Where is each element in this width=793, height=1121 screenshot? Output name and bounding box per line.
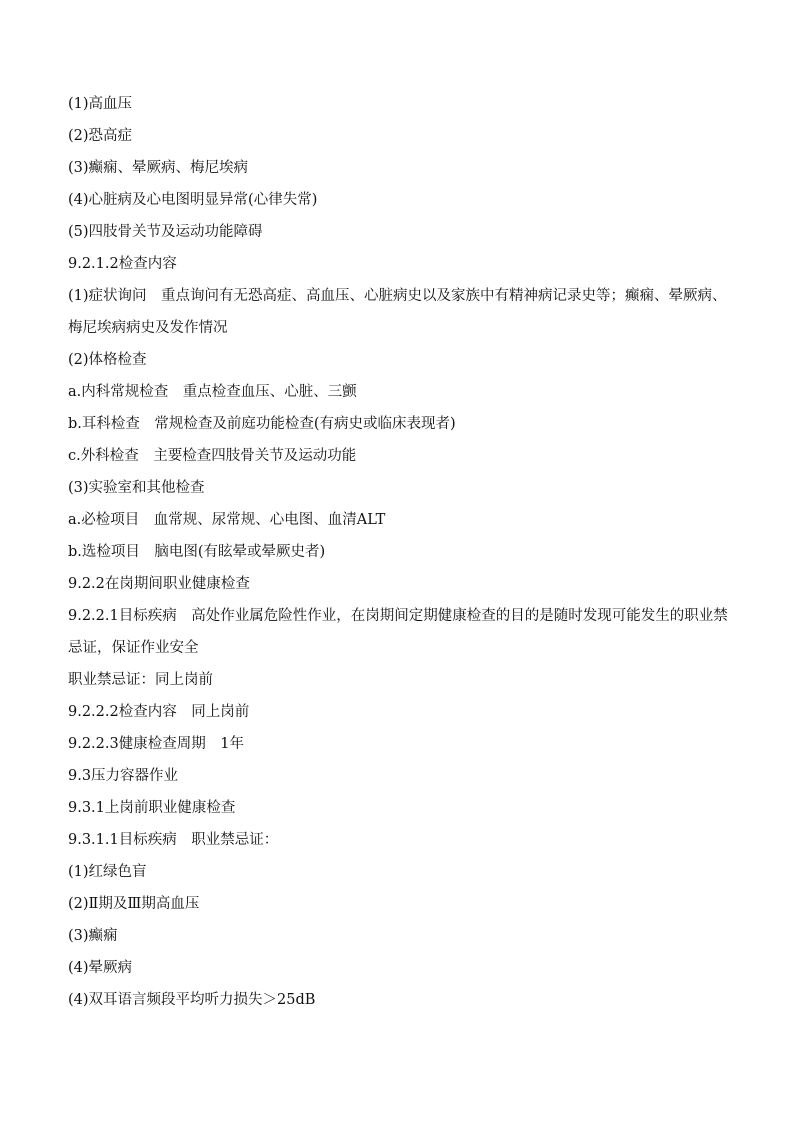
list-item: c.外科检查 主要检查四肢骨关节及运动功能	[68, 448, 357, 464]
list-item: (4)双耳语言频段平均听力损失＞25dB	[68, 992, 316, 1008]
list-item: (1)红绿色盲	[68, 864, 147, 880]
paragraph: 职业禁忌证：同上岗前	[68, 672, 213, 688]
list-item: (2)恐高症	[68, 128, 133, 144]
list-item: (4)晕厥病	[68, 960, 133, 976]
list-item: a.内科常规检查 重点检查血压、心脏、三颤	[68, 384, 357, 400]
paragraph: (1)症状询问 重点询问有无恐高症、高血压、心脏病史以及家族中有精神病记录史等；癫痫、晕厥病、梅尼埃病病史及发作情况	[68, 288, 727, 336]
section-heading: 9.2.1.2检查内容	[68, 256, 177, 272]
list-item: a.必检项目 血常规、尿常规、心电图、血清ALT	[68, 512, 386, 528]
list-item: (2)Ⅱ期及Ⅲ期高血压	[68, 896, 200, 912]
section-heading: 9.2.2在岗期间职业健康检查	[68, 576, 250, 592]
section-heading: 9.2.2.3健康检查周期 1年	[68, 736, 244, 752]
list-item: (5)四肢骨关节及运动功能障碍	[68, 224, 263, 240]
list-item: b.耳科检查 常规检查及前庭功能检查(有病史或临床表现者)	[68, 416, 456, 432]
section-heading: 9.2.2.2检查内容 同上岗前	[68, 704, 250, 720]
subheading: (2)体格检查	[68, 352, 147, 368]
list-item: (4)心脏病及心电图明显异常(心律失常)	[68, 192, 318, 208]
list-item: (3)癫痫	[68, 928, 118, 944]
paragraph: 9.2.2.1目标疾病 高处作业属危险性作业，在岗期间定期健康检查的目的是随时发现可能发生的职业禁忌证，保证作业安全	[68, 608, 728, 656]
section-heading: 9.3压力容器作业	[68, 768, 179, 784]
section-heading: 9.3.1.1目标疾病 职业禁忌证：	[68, 832, 279, 848]
list-item: (1)高血压	[68, 96, 133, 112]
list-item: (3)癫痫、晕厥病、梅尼埃病	[68, 160, 249, 176]
list-item: b.选检项目 脑电图(有眩晕或晕厥史者)	[68, 544, 326, 560]
subheading: (3)实验室和其他检查	[68, 480, 205, 496]
section-heading: 9.3.1上岗前职业健康检查	[68, 800, 236, 816]
